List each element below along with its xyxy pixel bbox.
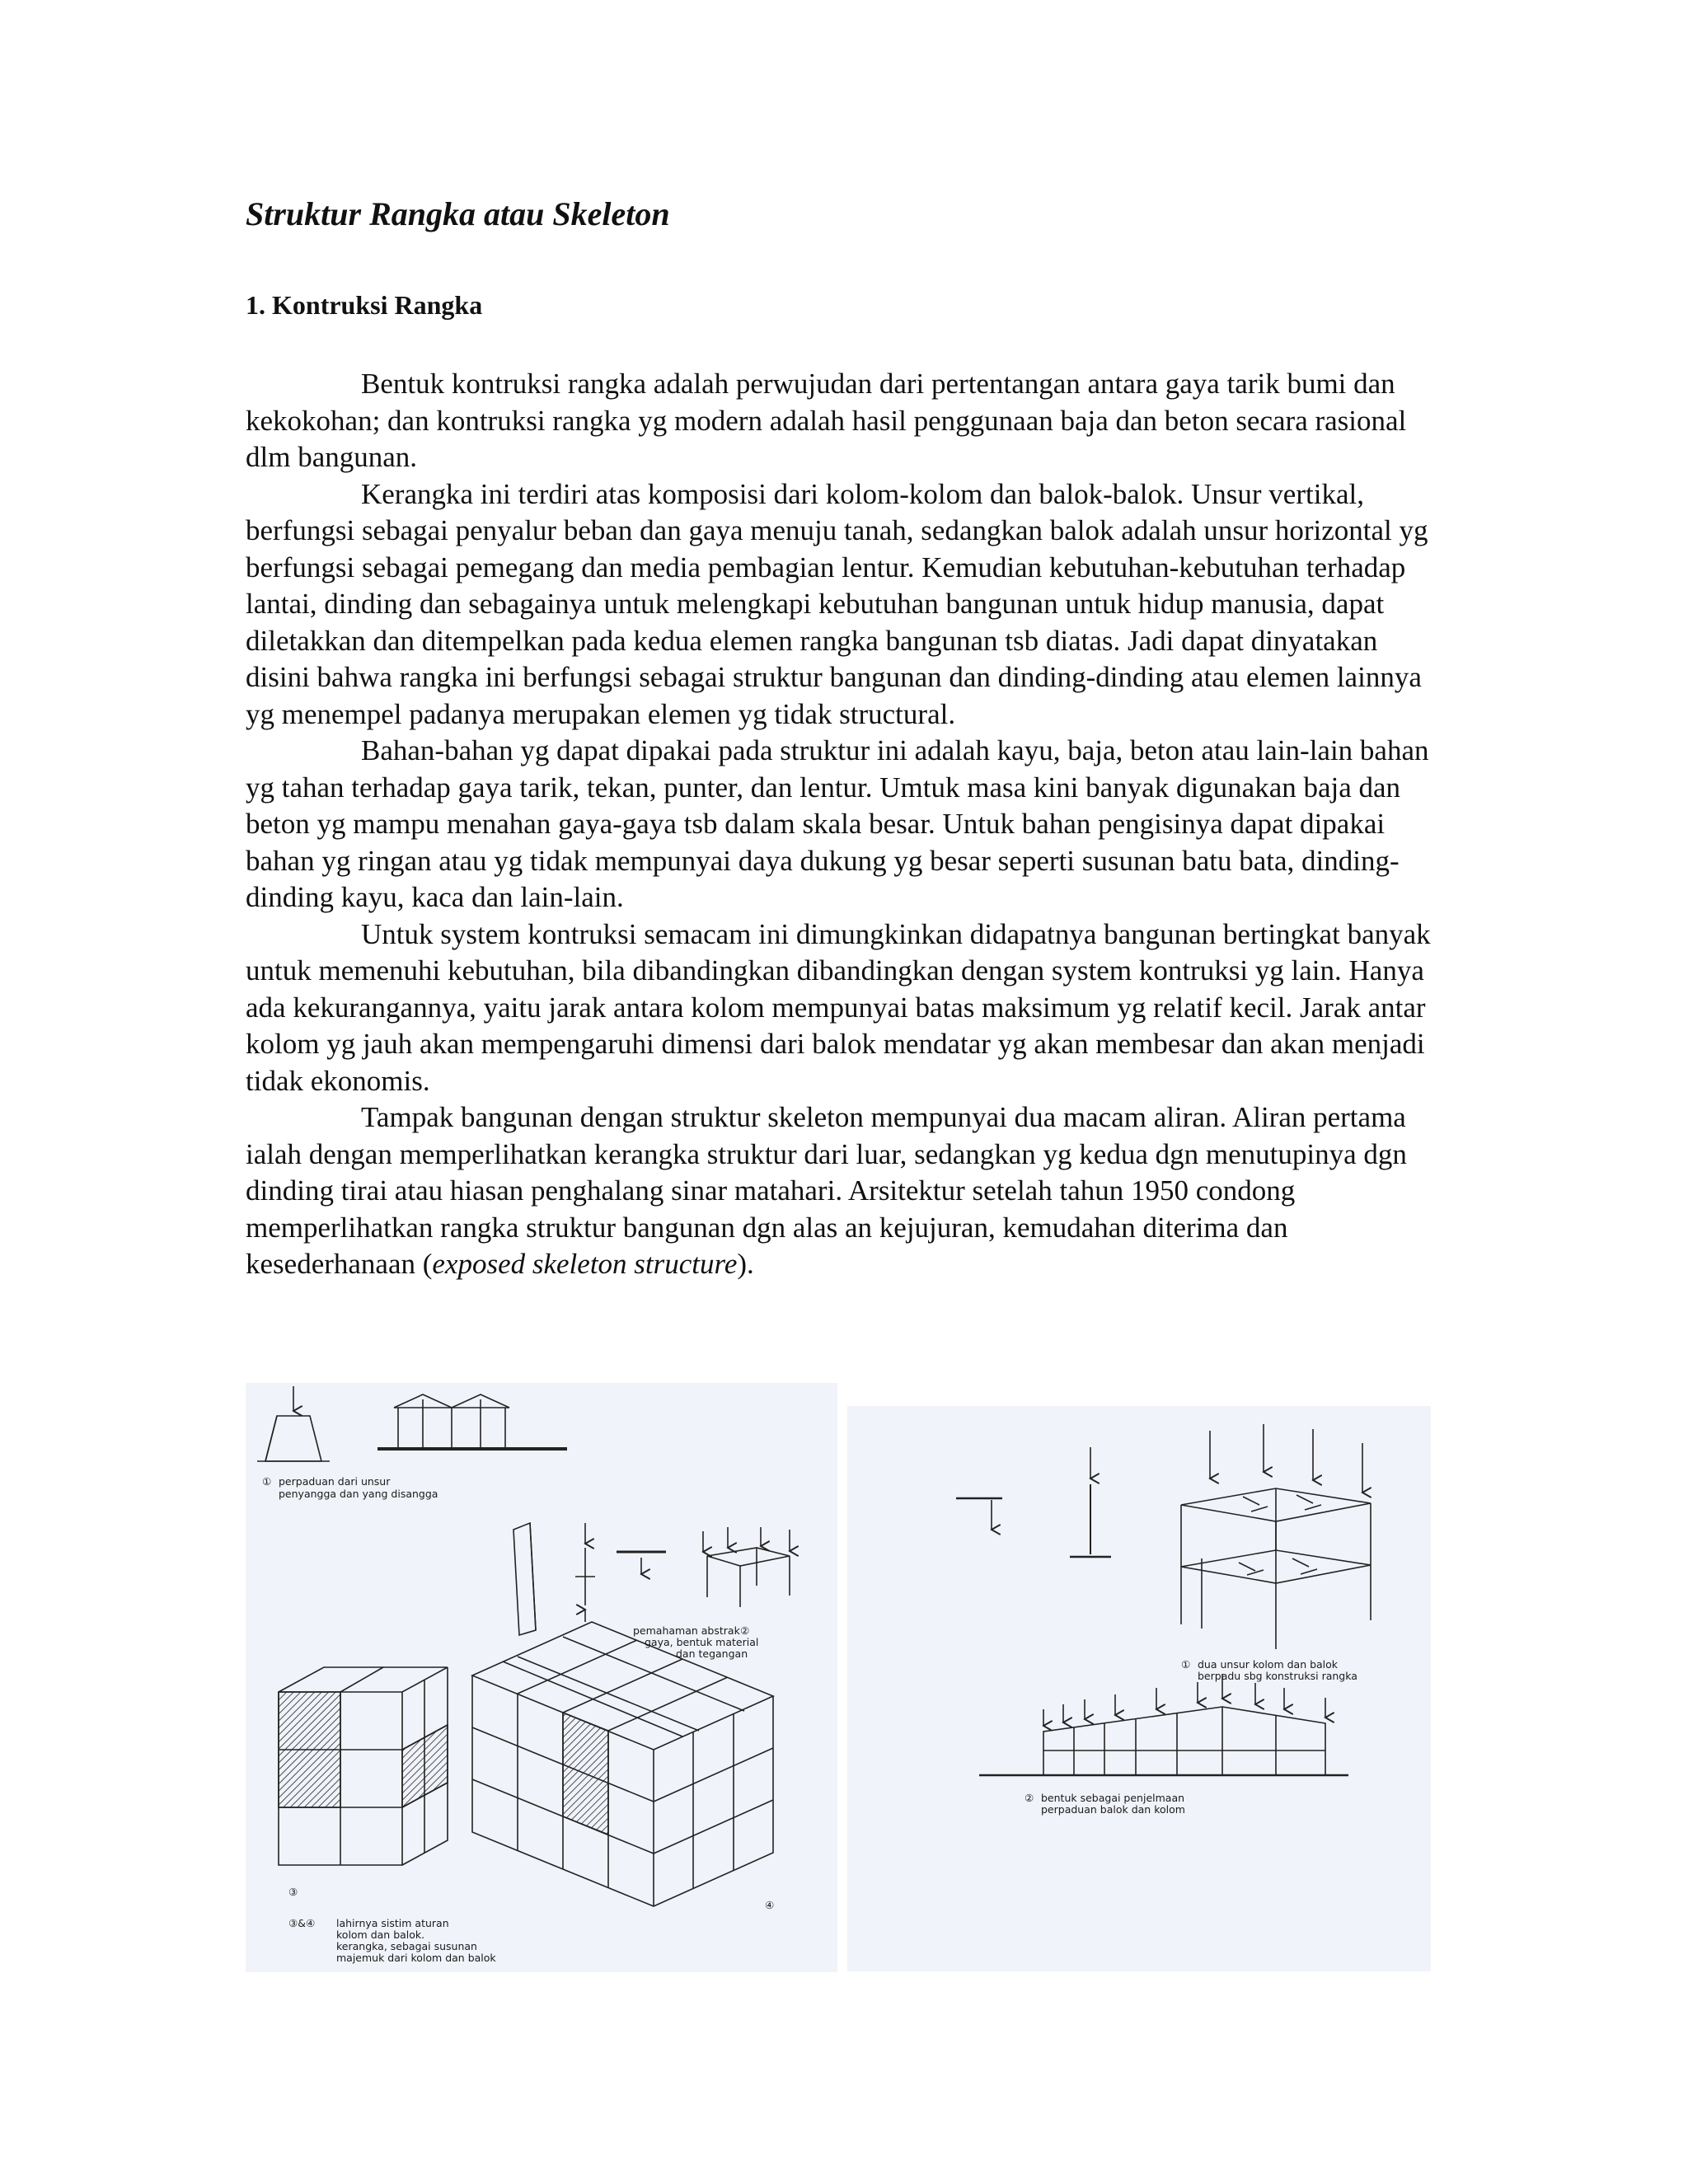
figure-left-caption-2-line-2: gaya, bentuk material	[645, 1636, 759, 1648]
document-title: Struktur Rangka atau Skeleton	[246, 195, 670, 232]
paragraph-1: Bentuk kontruksi rangka adalah perwujudan dari pertentangan antara gaya tarik bumi dan kekokohan; dan kontruksi rangka yg modern adalah hasil penggunaan baja dan beton secara rasional dlm bangunan.	[246, 368, 1407, 473]
canopy-structure-sketch	[377, 1394, 567, 1449]
body-text	[246, 366, 1432, 1283]
figure-left-caption-34-line-1: lahirnya sistim aturan	[336, 1917, 449, 1929]
figure-left-caption-1-number: ①	[262, 1475, 272, 1488]
figure-left-caption-34-line-3: kerangka, sebagai susunan	[336, 1940, 477, 1952]
large-frame-sketch	[472, 1622, 773, 1906]
figure-right-caption-1-number: ①	[1181, 1658, 1191, 1671]
paragraph-4: Untuk system kontruksi semacam ini dimungkinkan didapatnya bangunan bertingkat banyak untuk memenuhi kebutuhan, bila dibandingkan dibandingkan dengan system kontruksi yg lain. Hanya ada kekurangannya, yaitu jarak antara kolom mempunyai batas maksimum yg relatif kecil. Jarak antar kolom yg jauh akan mempengaruhi dimensi dari balok mendatar yg akan membesar dan akan menjadi tidak ekonomis.	[246, 917, 1431, 1097]
section-heading: 1. Kontruksi Rangka	[246, 290, 483, 320]
figure-left-caption-2-line-1: pemahaman abstrak	[633, 1624, 740, 1637]
paragraph-5-emphasis: exposed skeleton structure	[432, 1248, 738, 1280]
two-storey-frame-sketch	[1181, 1424, 1371, 1649]
figure-right-scan	[847, 1406, 1431, 1971]
beam-column-elements-sketch	[956, 1447, 1111, 1557]
figure-left-caption-2-line-3: dan tegangan	[676, 1647, 748, 1660]
elevation-frame-sketch	[979, 1674, 1348, 1775]
paragraph-3: Bahan-bahan yg dapat dipakai pada struktur ini adalah kayu, baja, beton atau lain-lain bahan yg tahan terhadap gaya tarik, tekan, punter, dan lentur. Umtuk masa kini banyak digunakan baja dan beton yg mampu menahan gaya-gaya tsb dalam skala besar. Untuk bahan pengisinya dapat dipakai bahan yg ringan atau yg tidak mempunyai daya dukung yg besar seperti susunan batu bata, dinding-dinding kayu, kaca dan lain-lain.	[246, 734, 1429, 913]
figure-left-caption-1-line-2: penyangga dan yang disangga	[279, 1488, 438, 1500]
paragraph-5	[246, 1099, 1432, 1283]
figure-right-caption-1-line-1: dua unsur kolom dan balok	[1198, 1658, 1339, 1671]
figure-left-scan	[246, 1383, 837, 1972]
figure-left-caption-34-line-2: kolom dan balok.	[336, 1929, 425, 1941]
figure-right-caption-1-line-2: berpadu sbg konstruksi rangka	[1198, 1670, 1357, 1682]
small-frame-sketch	[279, 1667, 448, 1865]
paragraph-5-end: ).	[737, 1248, 754, 1280]
paragraph-5-text: Tampak bangunan dengan struktur skeleton mempunyai dua macam aliran. Aliran pertama ialah dengan memperlihatkan kerangka struktur dari luar, sedangkan yg kedua dgn menutupinya dgn dinding tirai atau hiasan penghalang sinar matahari. Arsitektur setelah tahun 1950 condong memperlihatkan rangka struktur bangunan dgn alas an kejujuran, kemudahan diterima dan kesederhanaan (	[246, 1101, 1407, 1280]
abstract-force-sketch	[513, 1523, 790, 1635]
figure-left-caption-34-number: ③&④	[288, 1917, 316, 1929]
figure-left-caption-34-line-4: majemuk dari kolom dan balok	[336, 1952, 496, 1964]
figure-right-drawing	[847, 1406, 1431, 1971]
figure-left-caption-2-number: ②	[740, 1624, 750, 1637]
figure-right-caption-2-line-1: bentuk sebagai penjelmaan	[1041, 1792, 1185, 1804]
figure-left-caption-3-number: ③	[288, 1886, 298, 1898]
figure-left-drawing	[246, 1383, 837, 1972]
figure-left-caption-4-number: ④	[765, 1899, 775, 1911]
figure-left-caption-1-line-1: perpaduan dari unsur	[279, 1475, 391, 1488]
figure-right-caption-2-line-2: perpaduan balok dan kolom	[1041, 1803, 1185, 1816]
paragraph-2: Kerangka ini terdiri atas komposisi dari kolom-kolom dan balok-balok. Unsur vertikal, berfungsi sebagai penyalur beban dan gaya menuju tanah, sedangkan balok adalah unsur horizontal yg berfungsi sebagai pemegang dan media pembagian lentur. Kemudian kebutuhan-kebutuhan terhadap lantai, dinding dan sebagainya untuk melengkapi kebutuhan bangunan untuk hidup manusia, dapat diletakkan dan ditempelkan pada kedua elemen rangka bangunan tsb diatas. Jadi dapat dinyatakan disini bahwa rangka ini berfungsi sebagai struktur bangunan dan dinding-dinding atau elemen lainnya yg menempel padanya merupakan elemen yg tidak structural.	[246, 477, 1428, 730]
support-trapezoid-sketch	[257, 1386, 330, 1461]
figure-right-caption-2-number: ②	[1025, 1792, 1034, 1804]
